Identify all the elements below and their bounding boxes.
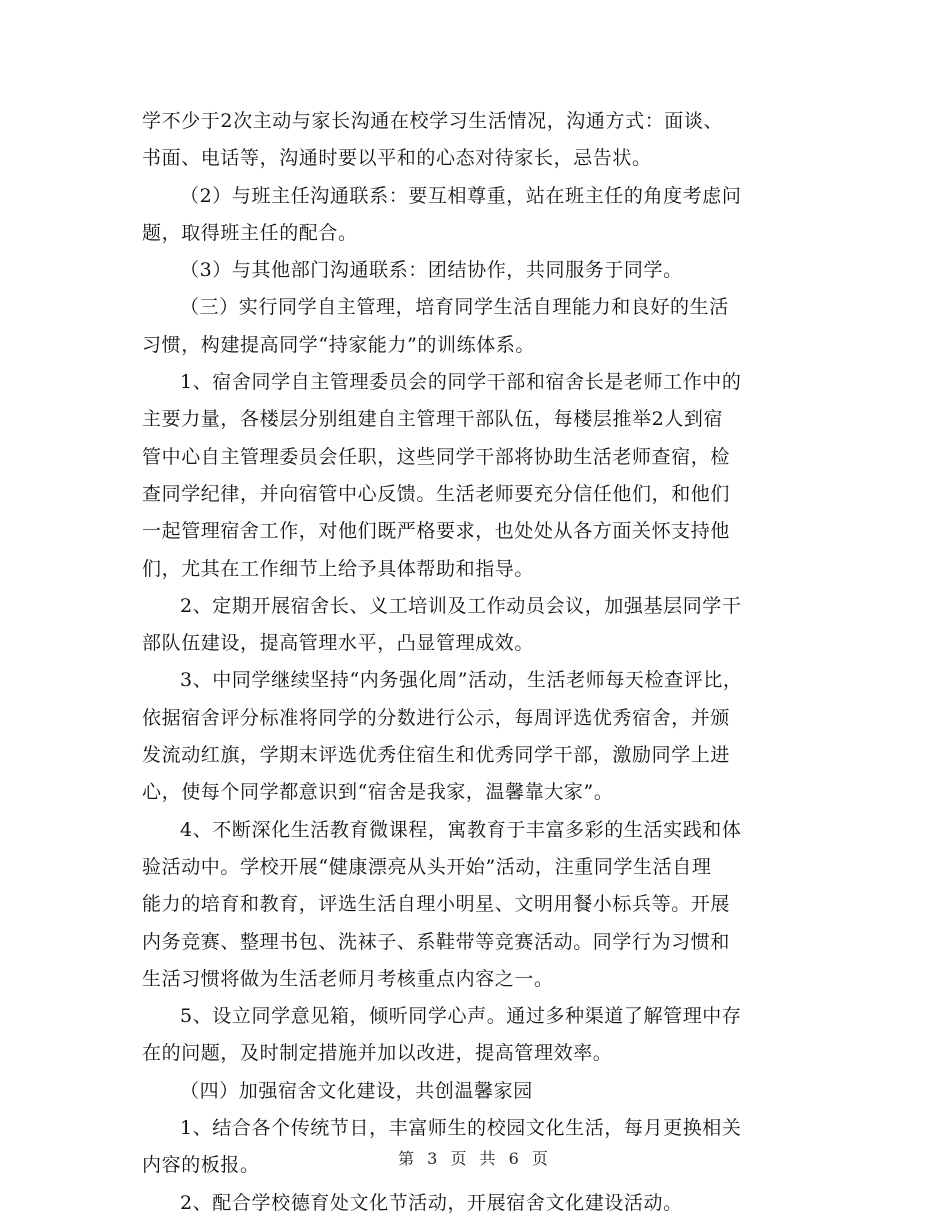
text-line: 1、结合各个传统节日，丰富师生的校园文化生活，每月更换相关 <box>180 1117 742 1140</box>
text-line: （三）实行同学自主管理，培育同学生活自理能力和良好的生活 <box>180 296 729 319</box>
text-line: （2）与班主任沟通联系：要互相尊重，站在班主任的角度考虑问 <box>180 184 742 207</box>
text-line: 1、宿舍同学自主管理委员会的同学干部和宿舍长是老师工作中的 <box>180 371 742 394</box>
page-number-footer: 第 3 页 共 6 页 <box>398 1149 552 1168</box>
text-line: 内容的板报。 <box>142 1154 260 1177</box>
text-line: （3）与其他部门沟通联系：团结协作，共同服务于同学。 <box>180 259 683 282</box>
text-line: 生活习惯将做为生活老师月考核重点内容之一。 <box>142 967 554 990</box>
text-line: 习惯，构建提高同学“持家能力”的训练体系。 <box>142 333 536 356</box>
text-line: 主要力量，各楼层分别组建自主管理干部队伍，每楼层推举2人到宿 <box>142 408 724 431</box>
text-line: 心，使每个同学都意识到“宿舍是我家，温馨靠大家”。 <box>142 781 614 804</box>
text-line: 验活动中。学校开展“健康漂亮从头开始”活动，注重同学生活自理 <box>142 855 712 878</box>
text-line: 5、设立同学意见箱，倾听同学心声。通过多种渠道了解管理中存 <box>180 1005 742 1028</box>
text-line: 书面、电话等，沟通时要以平和的心态对待家长，忌告状。 <box>142 147 652 170</box>
text-line: 一起管理宿舍工作，对他们既严格要求，也处处从各方面关怀支持他 <box>142 520 731 543</box>
text-line: 内务竞赛、整理书包、洗袜子、系鞋带等竞赛活动。同学行为习惯和 <box>142 930 731 953</box>
text-line: 发流动红旗，学期末评选优秀住宿生和优秀同学干部，激励同学上进 <box>142 744 731 767</box>
text-line: 4、不断深化生活教育微课程，寓教育于丰富多彩的生活实践和体 <box>180 818 742 841</box>
text-line: 查同学纪律，并向宿管中心反馈。生活老师要充分信任他们，和他们 <box>142 482 731 505</box>
text-line: 3、中同学继续坚持“内务强化周”活动，生活老师每天检查评比， <box>180 669 743 692</box>
text-line: 2、配合学校德育处文化节活动，开展宿舍文化建设活动。 <box>180 1191 683 1214</box>
text-line: （四）加强宿舍文化建设，共创温馨家园 <box>180 1079 533 1102</box>
text-line: 能力的培育和教育，评选生活自理小明星、文明用餐小标兵等。开展 <box>142 893 731 916</box>
document-body <box>142 103 810 1222</box>
text-line: 在的问题，及时制定措施并加以改进，提高管理效率。 <box>142 1042 613 1065</box>
text-line: 学不少于2次主动与家长沟通在校学习生活情况，沟通方式：面谈、 <box>142 110 724 132</box>
text-line: 们，尤其在工作细节上给予具体帮助和指导。 <box>142 557 535 580</box>
text-line: 依据宿舍评分标准将同学的分数进行公示，每周评选优秀宿舍，并颁 <box>142 706 731 729</box>
text-line: 题，取得班主任的配合。 <box>142 221 358 244</box>
text-line: 2、定期开展宿舍长、义工培训及工作动员会议，加强基层同学干 <box>180 594 742 617</box>
text-line: 管中心自主管理委员会任职，这些同学干部将协助生活老师查宿，检 <box>142 445 731 468</box>
text-line: 部队伍建设，提高管理水平，凸显管理成效。 <box>142 632 535 655</box>
